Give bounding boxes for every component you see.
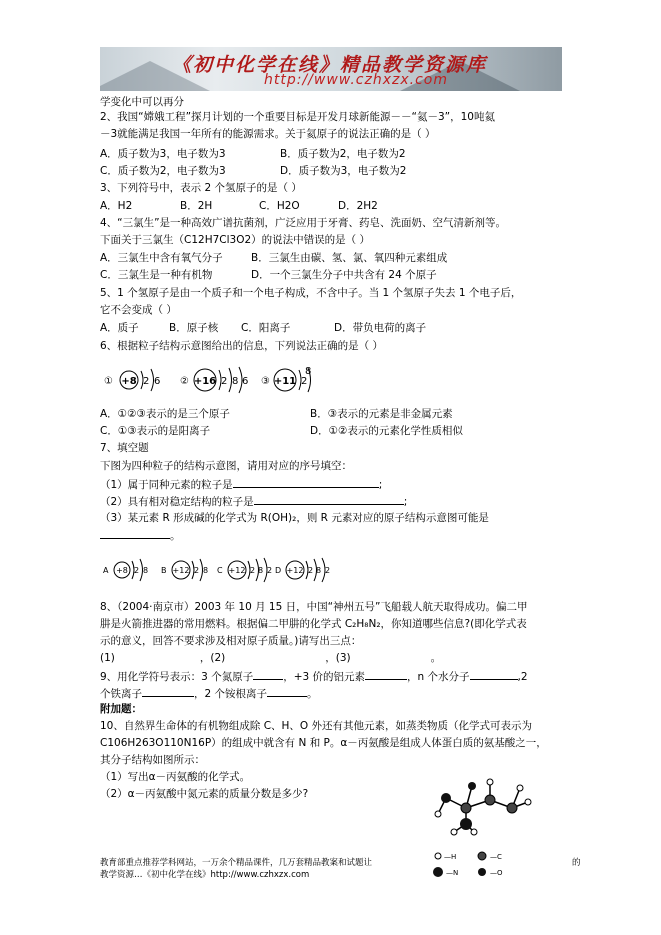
shell-count: 2	[143, 376, 150, 387]
atom-label: A	[103, 566, 109, 575]
atom-o	[468, 782, 476, 790]
shell-count: 2	[194, 566, 200, 575]
option-d: D．质子数为3，电子数为2	[280, 165, 407, 177]
footer-text: 的	[572, 858, 581, 868]
question-9: 9、用化学符号表示：3 个氮原子 ，+3 价的铝元素 ，n 个水分子 ,2	[100, 671, 528, 683]
shell-count: 8	[203, 566, 209, 575]
question-10-1: （1）写出α－丙氨酸的化学式。	[100, 771, 251, 783]
answer-blank[interactable]	[100, 528, 170, 539]
atomic-structure-diagram-2	[103, 554, 343, 584]
shell-count: 2	[267, 566, 273, 575]
shell-count: 2	[308, 566, 314, 575]
atom-label: ①	[104, 376, 113, 387]
shell-count: 6	[154, 376, 161, 387]
atom-h	[471, 829, 477, 835]
option-b: B．质子数为2，电子数为2	[280, 148, 406, 160]
atom-1	[104, 369, 160, 391]
question-text: （2）具有相对稳定结构的粒子是	[100, 496, 254, 508]
question-text: ，2 个铵根离子	[194, 688, 268, 700]
question-7-2: （2）具有相对稳定结构的粒子是 ;	[100, 496, 408, 508]
nucleus-charge: +12	[286, 566, 304, 575]
option-c: C．H2O	[259, 200, 300, 212]
question-2: 2、我国“嫦娥工程”探月计划的一个重要目标是开发月球新能源－－“氦－3”，10吨氦	[100, 111, 495, 123]
atom-label: C	[217, 566, 223, 575]
shell-count: 8	[232, 376, 239, 387]
nucleus-charge: +8	[121, 376, 137, 387]
atom-h	[435, 811, 441, 817]
footer-text: 教育部重点推荐学科网站，一万余个精品课件，几万套精品教案和试题让	[100, 858, 373, 868]
question-7-intro: 下图为四种粒子的结构示意图，请用对应的序号填空：	[100, 460, 352, 472]
atom-label: ③	[261, 376, 270, 387]
shell-count: 2	[221, 376, 228, 387]
legend-c: —C	[490, 853, 502, 861]
shell-count: 8	[258, 566, 264, 575]
question-5-cont: 它不会变成（ ）	[100, 304, 177, 316]
footer	[100, 857, 581, 881]
shell-count: 8	[305, 366, 312, 377]
shell-count: 2	[134, 566, 140, 575]
atom-label: ②	[180, 376, 189, 387]
nucleus-charge: +12	[228, 566, 246, 575]
banner-url[interactable]: http://www.czhxzx.com	[264, 72, 448, 88]
option-b: B．2H	[180, 200, 213, 212]
question-text: 个铁离子	[100, 688, 142, 700]
option-b: B．③表示的元素是非金属元素	[310, 408, 453, 420]
legend-h: —H	[444, 853, 457, 861]
option-a: A．质子	[100, 322, 139, 334]
question-4-cont: 下面关于三氯生（C12H7Cl3O2）的说法中错误的是（ ）	[100, 234, 370, 246]
atom-h	[525, 799, 531, 805]
question-text: （1）属于同种元素的粒子是	[100, 479, 233, 491]
option-b: B．原子核	[169, 322, 219, 334]
question-text: ，+3 价的铝元素	[283, 671, 366, 683]
atom-c	[485, 795, 495, 805]
extra-heading: 附加题：	[100, 703, 142, 715]
atom-c	[507, 803, 517, 813]
header-banner	[100, 47, 562, 91]
shell-count: 2	[325, 566, 331, 575]
option-c: C．质子数为2，电子数为3	[100, 165, 226, 177]
shell-count: 2	[250, 566, 256, 575]
answer-blank[interactable]	[142, 686, 194, 697]
option-d: D．①②表示的元素化学性质相似	[310, 425, 463, 437]
option-a: A．三氯生中含有氧气分子	[100, 252, 223, 264]
nucleus-charge: +11	[273, 376, 297, 387]
shell-count: 2	[301, 376, 308, 387]
atom-h	[517, 785, 523, 791]
question-3: 3、下列符号中，表示 2 个氢原子的是（ ）	[100, 182, 302, 194]
atom-c	[461, 803, 471, 813]
answer-label: ，(3)	[325, 652, 351, 664]
answer-blank[interactable]	[365, 669, 407, 680]
answer-blank[interactable]	[267, 686, 307, 697]
legend-o: —O	[490, 869, 503, 877]
atom-n	[460, 818, 472, 830]
question-9-cont: 个铁离子 ，2 个铵根离子 。	[100, 688, 318, 700]
option-a: A．①②③表示的是三个原子	[100, 408, 230, 420]
question-10: 10、自然界生命体的有机物组成除 C、H、O 外还有其他元素，如蒸类物质（化学式可表示为	[100, 720, 533, 732]
atom-label: B	[161, 566, 167, 575]
shell-count: 8	[143, 566, 149, 575]
atom-c	[217, 558, 272, 582]
question-7: 7、填空题	[100, 442, 149, 454]
question-10-cont: 其分子结构如图所示：	[100, 754, 205, 766]
answer-blank[interactable]	[470, 669, 518, 680]
answer-label: ，(2)	[199, 652, 226, 664]
option-d: D．2H2	[338, 200, 378, 212]
option-a: A．H2	[100, 200, 133, 212]
question-5: 5、1 个氢原子是由一个质子和一个电子构成，不含中子。当 1 个氢原子失去 1 个电子后，	[100, 287, 522, 299]
option-b: B．三氯生由碳、氢、氯、氧四种元素组成	[251, 252, 448, 264]
question-7-3-answer: 。	[100, 528, 181, 543]
option-c: C．阳离子	[241, 322, 291, 334]
atom-d	[275, 558, 330, 582]
question-text: 9、用化学符号表示：3 个氮原子	[100, 671, 254, 683]
question-6: 6、根据粒子结构示意图给出的信息，下列说法正确的是（ ）	[100, 340, 384, 352]
atom-3	[261, 366, 311, 392]
nucleus-charge: +16	[193, 376, 217, 387]
atom-label: D	[275, 566, 282, 575]
answer-label: (1)	[100, 652, 115, 664]
option-a: A．质子数为3，电子数为3	[100, 148, 226, 160]
atom-h	[451, 829, 457, 835]
footer-line-2[interactable]: 教学资源…《初中化学在线》http://www.czhxzx.com	[100, 870, 310, 880]
question-10-cont: C106H263O110N16P）的组成中就含有 N 和 P。α－丙氨酸是组成人体蛋白质的氨基酸之一，	[100, 737, 547, 749]
answer-blank[interactable]	[253, 669, 283, 680]
answer-blank[interactable]	[254, 494, 404, 505]
nucleus-charge: +8	[116, 566, 128, 575]
atom-h	[487, 779, 493, 785]
atom-o	[441, 793, 451, 803]
text-line: 学变化中可以再分	[100, 96, 184, 108]
question-8-cont: 示的意义，回答不要求涉及相对原子质量。)请写出三点：	[100, 635, 362, 647]
answer-blank[interactable]	[233, 477, 379, 488]
option-c: C．三氯生是一种有机物	[100, 269, 213, 281]
option-d: D．一个三氯生分子中共含有 24 个原子	[251, 269, 437, 281]
question-8: 8、（2004·南京市）2003 年 10 月 15 日，中国“神州五号”飞船载人航天取得成功。偏二甲	[100, 601, 528, 613]
question-10-2: （2）α－丙氨酸中氮元素的质量分数是多少?	[100, 788, 309, 800]
footer-line-1	[100, 857, 581, 869]
question-4: 4、“三氯生”是一种高效广谱抗菌剂，广泛应用于牙膏、药皂、洗面奶、空气清新剂等。	[100, 217, 507, 229]
nucleus-charge: +12	[172, 566, 190, 575]
question-8-answers: (1) ，(2) ，(3) 。	[100, 652, 442, 664]
molecule-atoms	[435, 779, 531, 835]
option-d: D．带负电荷的离子	[334, 322, 427, 334]
atom-b	[161, 559, 208, 581]
question-text: ，n 个水分子	[407, 671, 470, 683]
shell-count: 8	[316, 566, 322, 575]
atom-2	[180, 367, 248, 393]
atomic-structure-diagram-1	[104, 362, 314, 398]
question-7-3: （3）某元素 R 形成碱的化学式为 R(OH)₂，则 R 元素对应的原子结构示意图可能是	[100, 512, 489, 524]
atom-a	[103, 559, 148, 581]
question-7-1: （1）属于同种元素的粒子是 ;	[100, 479, 383, 491]
question-8-cont: 肼是火箭推进器的常用燃料。根据偏二甲肼的化学式 C₂H₈N₂，你知道哪些信息?(即化学式表	[100, 618, 527, 630]
question-2-cont: －3就能满足我国一年所有的能源需求。关于氦原子的说法正确的是（ ）	[100, 128, 436, 140]
shell-count: 6	[242, 376, 249, 387]
legend-n: —N	[446, 869, 459, 877]
banner-title: 《初中化学在线》精品教学资源库	[172, 54, 488, 76]
option-c: C．①③表示的是阳离子	[100, 425, 211, 437]
